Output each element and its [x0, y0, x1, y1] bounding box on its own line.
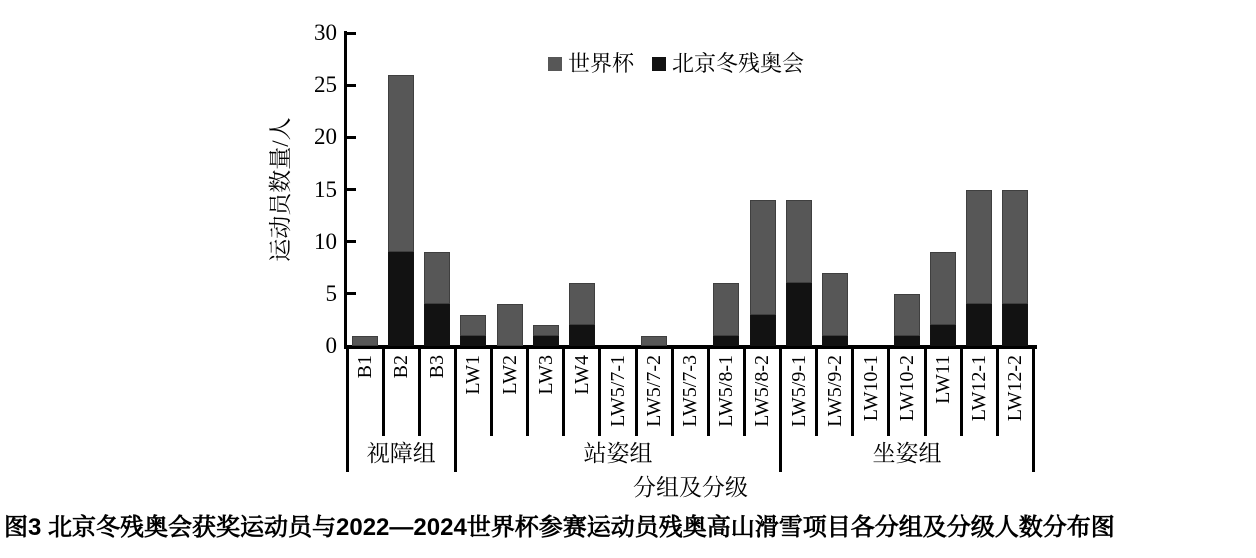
bar-segment-worldcup-LW1 [460, 315, 486, 336]
bar-segment-paralympics-LW3 [533, 336, 559, 346]
legend-item-worldcup [548, 52, 634, 76]
category-label-LW5-8-2: LW5/8-2 [751, 355, 774, 427]
category-label-B1: B1 [354, 355, 376, 379]
group-label: 站姿组 [583, 441, 653, 466]
y-tick-label: 20 [314, 124, 337, 150]
bar-segment-paralympics-LW4 [569, 325, 595, 346]
bar-segment-paralympics-LW5/8-1 [713, 336, 739, 346]
bar-segment-worldcup-LW5/8-1 [713, 283, 739, 335]
bar-segment-paralympics-LW1 [460, 336, 486, 346]
y-tick-mark [347, 292, 356, 295]
bar-segment-paralympics-B2 [388, 252, 414, 346]
bar-segment-worldcup-LW5/7-2 [641, 336, 667, 346]
bar-segment-worldcup-LW10-2 [894, 294, 920, 336]
bar-segment-paralympics-LW11 [930, 325, 956, 346]
bar-segment-worldcup-B1 [352, 336, 378, 346]
category-label-LW5-7-1: LW5/7-1 [606, 355, 629, 427]
group-label: 视障组 [366, 441, 436, 466]
legend-label-paralympics: 北京冬残奥会 [672, 51, 805, 76]
y-tick-label: 30 [314, 20, 337, 45]
category-label-B2: B2 [390, 355, 413, 379]
figure-caption: 图3 北京冬残奥会获奖运动员与2022—2024世界杯参赛运动员残奥高山滑雪项目各分组及分级人数分布图 [4, 514, 1115, 541]
bar-segment-worldcup-LW12-2 [1002, 190, 1028, 305]
y-tick-mark [347, 84, 356, 87]
group-label: 坐姿组 [872, 441, 942, 466]
paralympics-swatch-icon [652, 57, 666, 71]
y-tick-mark [347, 240, 356, 243]
bar-segment-paralympics-LW10-2 [894, 336, 920, 346]
bar-segment-worldcup-LW4 [569, 283, 595, 325]
legend-label-worldcup: 世界杯 [568, 51, 635, 76]
y-tick-label: 25 [314, 72, 337, 98]
bar-segment-paralympics-LW5/9-1 [786, 283, 812, 346]
category-label-LW4: LW4 [570, 355, 593, 395]
bar-segment-worldcup-LW5/9-1 [786, 200, 812, 283]
y-tick-mark [347, 136, 356, 139]
bar-segment-worldcup-LW2 [497, 304, 523, 346]
bar-segment-worldcup-LW3 [533, 325, 559, 335]
bar-segment-worldcup-LW5/8-2 [750, 200, 776, 315]
y-tick-mark [347, 188, 356, 191]
y-tick-label: 5 [325, 280, 337, 306]
y-tick-mark [347, 32, 356, 35]
bar-segment-paralympics-B3 [424, 304, 450, 346]
category-label-LW3: LW3 [534, 355, 557, 395]
bar-segment-worldcup-LW11 [930, 252, 956, 325]
bar-segment-worldcup-B2 [388, 75, 414, 252]
category-label-LW5-9-2: LW5/9-2 [823, 355, 846, 427]
category-label-LW11: LW11 [932, 355, 955, 404]
bar-segment-paralympics-LW5/8-2 [750, 315, 776, 346]
x-axis-title: 分组及分级 [633, 475, 748, 500]
bar-segment-worldcup-LW5/9-2 [822, 273, 848, 336]
category-label-LW5-8-1: LW5/8-1 [715, 355, 738, 427]
legend-item-paralympics [652, 52, 804, 76]
worldcup-swatch-icon [548, 57, 562, 71]
category-label-LW10-1: LW10-1 [859, 355, 882, 422]
bar-segment-paralympics-LW5/9-2 [822, 336, 848, 346]
bar-segment-worldcup-LW12-1 [966, 190, 992, 305]
category-label-LW12-1: LW12-1 [968, 355, 991, 422]
legend [548, 52, 804, 76]
category-label-LW5-9-1: LW5/9-1 [787, 355, 810, 427]
category-label-LW2: LW2 [498, 355, 521, 395]
y-tick-label: 10 [314, 228, 337, 254]
y-tick-label: 0 [325, 333, 337, 358]
bar-segment-paralympics-LW12-1 [966, 304, 992, 346]
y-tick-label: 15 [314, 176, 337, 202]
category-label-LW5-7-3: LW5/7-3 [679, 355, 702, 427]
bar-segment-worldcup-B3 [424, 252, 450, 304]
bar-segment-paralympics-LW12-2 [1002, 304, 1028, 346]
category-label-LW10-2: LW10-2 [895, 355, 918, 422]
category-label-LW5-7-2: LW5/7-2 [643, 355, 666, 427]
category-label-B3: B3 [426, 355, 449, 379]
category-label-LW12-2: LW12-2 [1004, 355, 1027, 422]
category-label-LW1: LW1 [462, 355, 485, 395]
y-axis-title: 运动员数量/人 [268, 117, 293, 262]
